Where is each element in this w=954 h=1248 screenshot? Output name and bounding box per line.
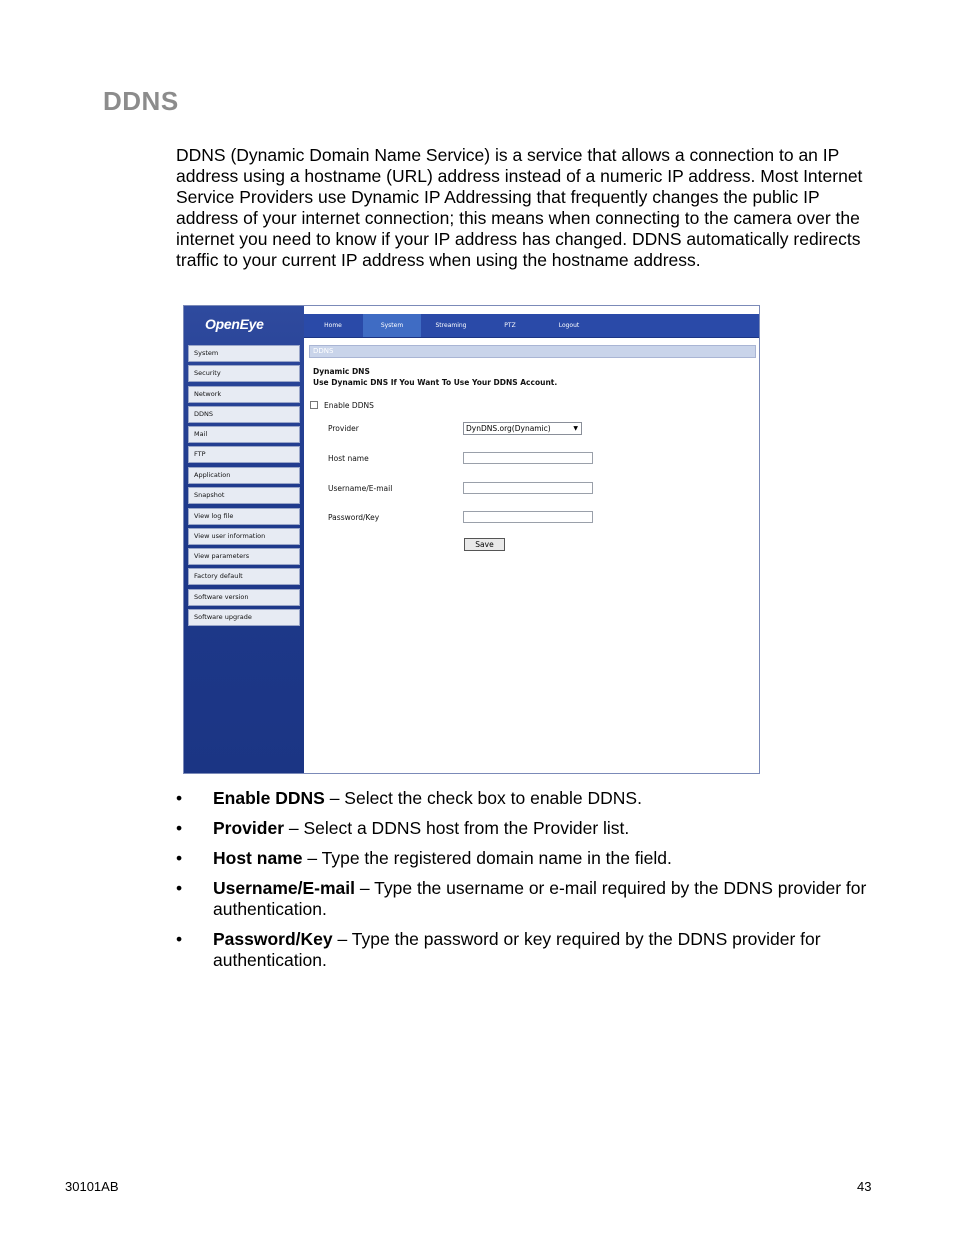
bullet-text: – Type the registered domain name in the field. [302, 848, 672, 868]
sidebar-item-network[interactable]: Network [188, 386, 300, 403]
list-item [176, 848, 881, 869]
bullet-text: – Select the check box to enable DDNS. [324, 788, 642, 808]
bullet-text: – Type the username or e-mail required by the DDNS provider for authentication. [213, 878, 867, 919]
bullet-term: Host name [213, 848, 303, 868]
section-title: Dynamic DNS [313, 367, 370, 376]
hostname-label: Host name [328, 454, 369, 463]
sidebar-item-snapshot[interactable]: Snapshot [188, 487, 300, 504]
ddns-screenshot [183, 305, 760, 774]
sidebar-item-view-parameters[interactable]: View parameters [188, 548, 300, 565]
bullet-icon: • [176, 878, 183, 898]
sidebar-item-view-log-file[interactable]: View log file [188, 508, 300, 525]
chevron-down-icon: ▼ [573, 425, 578, 432]
bullet-text: – Type the password or key required by the DDNS provider for authentication. [213, 929, 821, 970]
section-bar: DDNS [309, 345, 756, 358]
tab-logout[interactable]: Logout [558, 322, 580, 329]
bullet-term: Provider [213, 818, 284, 838]
list-item [176, 788, 881, 809]
provider-selected-value: DynDNS.org(Dynamic) [466, 424, 551, 433]
page-heading: DDNS [103, 86, 179, 116]
sidebar-item-view-user-information[interactable]: View user information [188, 528, 300, 545]
bullet-term: Enable DDNS [213, 788, 325, 808]
username-label: Username/E-mail [328, 484, 393, 493]
tab-ptz[interactable]: PTZ [504, 322, 516, 329]
bullet-icon: • [176, 788, 183, 808]
tab-system[interactable]: System [363, 314, 421, 337]
tab-streaming[interactable]: Streaming [435, 322, 467, 329]
bullet-icon: • [176, 848, 183, 868]
field-description-list [176, 788, 881, 980]
username-field[interactable] [463, 482, 593, 494]
hostname-field[interactable] [463, 452, 593, 464]
save-button[interactable]: Save [464, 538, 505, 551]
sidebar-item-factory-default[interactable]: Factory default [188, 568, 300, 585]
sidebar-item-security[interactable]: Security [188, 365, 300, 382]
tab-home[interactable]: Home [324, 322, 342, 329]
bullet-icon: • [176, 929, 183, 949]
enable-ddns-label: Enable DDNS [324, 401, 374, 410]
enable-ddns-checkbox[interactable] [310, 401, 318, 409]
list-item [176, 878, 881, 920]
password-label: Password/Key [328, 513, 380, 522]
provider-select[interactable] [463, 422, 582, 435]
list-item [176, 929, 881, 971]
bullet-term: Username/E-mail [213, 878, 356, 898]
bullet-term: Password/Key [213, 929, 333, 949]
intro-paragraph: DDNS (Dynamic Domain Name Service) is a service that allows a connection to an IP address using a hostname (URL) address instead of a numeric IP address. Most Internet Service Providers use Dynamic IP Addressing that frequently changes the public IP address of your internet connection; this means when connecting to the camera over the internet you need to know if your IP address has changed. DDNS automatically redirects traffic to your current IP address when using the hostname address. [176, 145, 863, 270]
password-field[interactable] [463, 511, 593, 523]
footer-doc-id: 30101AB [65, 1179, 119, 1194]
bullet-icon: • [176, 818, 183, 838]
sidebar [184, 306, 304, 773]
top-nav-bar [304, 314, 759, 338]
sidebar-item-software-upgrade[interactable]: Software upgrade [188, 609, 300, 626]
footer-page-number: 43 [857, 1179, 872, 1194]
bullet-text: – Select a DDNS host from the Provider list. [284, 818, 630, 838]
section-subtitle: Use Dynamic DNS If You Want To Use Your DDNS Account. [313, 378, 558, 387]
sidebar-item-application[interactable]: Application [188, 467, 300, 484]
list-item [176, 818, 881, 839]
sidebar-item-ddns[interactable]: DDNS [188, 406, 300, 423]
sidebar-item-system[interactable]: System [188, 345, 300, 362]
sidebar-item-ftp[interactable]: FTP [188, 446, 300, 463]
provider-label: Provider [328, 424, 359, 433]
openeye-logo: OpenEye [205, 316, 264, 332]
sidebar-item-mail[interactable]: Mail [188, 426, 300, 443]
sidebar-item-software-version[interactable]: Software version [188, 589, 300, 606]
